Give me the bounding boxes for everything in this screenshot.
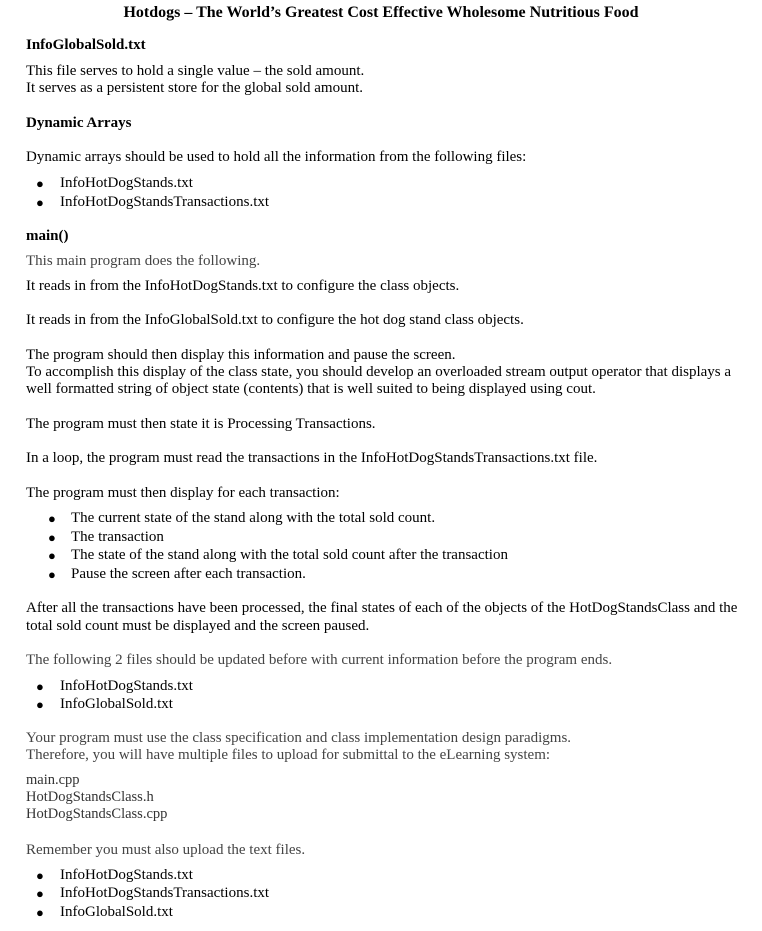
- bullet-icon: ●: [36, 868, 44, 883]
- bullet-icon: ●: [36, 679, 44, 694]
- main-p10-line-2: Therefore, you will have multiple files to upload for submittal to the eLearning system:: [26, 747, 551, 763]
- info-global-line-1: This file serves to hold a single value – the sold amount.: [26, 63, 365, 79]
- list-item: InfoHotDogStandsTransactions.txt: [60, 194, 270, 210]
- bullet-icon: ●: [36, 176, 44, 191]
- bullet-icon: ●: [36, 195, 44, 210]
- bullet-icon: ●: [48, 511, 56, 526]
- dynamic-arrays-intro: Dynamic arrays should be used to hold all the information from the following files:: [26, 149, 527, 165]
- bullet-icon: ●: [48, 530, 56, 545]
- main-p8-line-2: total sold count must be displayed and the screen paused.: [26, 618, 370, 634]
- code-file: main.cpp: [26, 772, 80, 788]
- list-item: InfoGlobalSold.txt: [60, 904, 173, 920]
- bullet-icon: ●: [36, 697, 44, 712]
- main-p5: The program must then state it is Processing Transactions.: [26, 416, 376, 432]
- list-item: The current state of the stand along with the total sold count.: [71, 510, 436, 526]
- list-item: The transaction: [71, 529, 164, 545]
- list-item: InfoGlobalSold.txt: [60, 696, 173, 712]
- main-p6: In a loop, the program must read the transactions in the InfoHotDogStandsTransactions.txt file.: [26, 450, 598, 466]
- main-p4-line-1: The program should then display this information and pause the screen.: [26, 347, 456, 363]
- list-item: InfoHotDogStands.txt: [60, 175, 193, 191]
- info-global-line-2: It serves as a persistent store for the global sold amount.: [26, 80, 364, 96]
- main-p10-line-1: Your program must use the class specification and class implementation design paradigms.: [26, 730, 572, 746]
- list-item: The state of the stand along with the total sold count after the transaction: [71, 547, 508, 563]
- code-file: HotDogStandsClass.cpp: [26, 806, 168, 822]
- main-p1: This main program does the following.: [26, 253, 261, 269]
- main-heading: main(): [26, 228, 69, 244]
- bullet-icon: ●: [48, 548, 56, 563]
- main-p4-line-3: well formatted string of object state (contents) that is well suited to being displayed using cout.: [26, 381, 596, 397]
- main-p2: It reads in from the InfoHotDogStands.txt to configure the class objects.: [26, 278, 460, 294]
- list-item: InfoHotDogStands.txt: [60, 678, 193, 694]
- main-p9: The following 2 files should be updated before with current information before the program ends.: [26, 652, 613, 668]
- main-p4-line-2: To accomplish this display of the class state, you should develop an overloaded stream output operator that displays a: [26, 364, 732, 380]
- main-p7: The program must then display for each transaction:: [26, 485, 340, 501]
- bullet-icon: ●: [48, 567, 56, 582]
- list-item: Pause the screen after each transaction.: [71, 566, 306, 582]
- bullet-icon: ●: [36, 886, 44, 901]
- main-p3: It reads in from the InfoGlobalSold.txt to configure the hot dog stand class objects.: [26, 312, 524, 328]
- main-p8-line-1: After all the transactions have been processed, the final states of each of the objects of the HotDogStandsClass and the: [26, 600, 738, 616]
- list-item: InfoHotDogStandsTransactions.txt: [60, 885, 270, 901]
- page-title: Hotdogs – The World’s Greatest Cost Effective Wholesome Nutritious Food: [123, 4, 639, 21]
- code-file: HotDogStandsClass.h: [26, 789, 154, 805]
- info-global-heading: InfoGlobalSold.txt: [26, 37, 146, 53]
- main-p11: Remember you must also upload the text files.: [26, 842, 306, 858]
- list-item: InfoHotDogStands.txt: [60, 867, 193, 883]
- dynamic-arrays-heading: Dynamic Arrays: [26, 115, 132, 131]
- bullet-icon: ●: [36, 905, 44, 920]
